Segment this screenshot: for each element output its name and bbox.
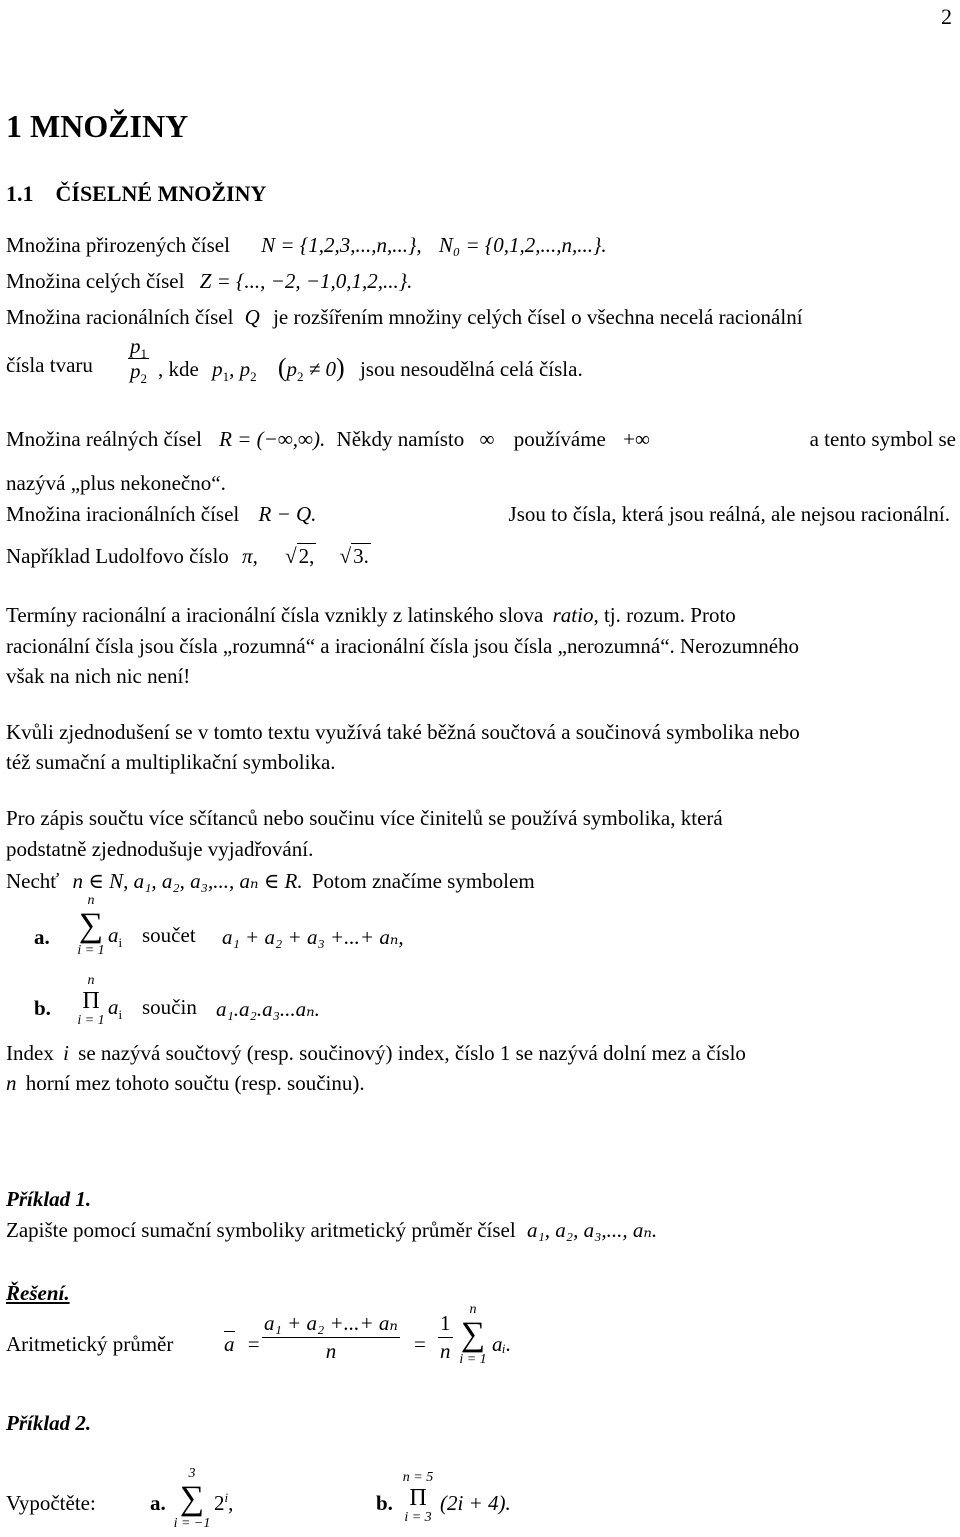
- irrational-line-2: [6, 546, 371, 567]
- potom-text: Potom značíme symbolem: [311, 869, 535, 893]
- abar-symbol: a: [224, 1332, 235, 1356]
- example-2-title: Příklad 2.: [6, 1411, 92, 1435]
- product-word: součin: [142, 995, 197, 1019]
- real-pouzivame: používáme: [513, 427, 606, 451]
- real-nekdy: Někdy namísto: [336, 427, 465, 451]
- rational-tvaru: čísla tvaru: [6, 353, 93, 377]
- sum-word: součet: [142, 923, 196, 947]
- index-text: se nazývá součtový (resp. součinový) index, číslo 1 se nazývá dolní mez a číslo: [78, 1041, 746, 1065]
- page-number: 2: [941, 4, 952, 29]
- rational-fraction: [128, 334, 149, 387]
- solution-title: Řešení.: [6, 1281, 70, 1305]
- rational-line-2: [6, 355, 93, 376]
- irrational-rest: Jsou to čísla, která jsou reálná, ale nejsou racionální.: [508, 502, 950, 526]
- integers-set: Z = {..., −2, −1,0,1,2,...}.: [199, 269, 413, 293]
- rational-kde: , kde: [158, 357, 199, 381]
- solution-one-over-n: [438, 1310, 453, 1366]
- product-term: $a_i$: [108, 995, 123, 1022]
- product-symbol-block: [74, 973, 108, 1029]
- irrational-line-1: [6, 504, 956, 525]
- example-2-a-expr: 2$^i$,: [214, 1490, 234, 1515]
- example-2-a-exponent: i: [224, 1490, 229, 1505]
- real-line-1: [6, 429, 956, 450]
- index-line-1: [6, 1043, 956, 1064]
- example-2-b-label: b.: [376, 1491, 393, 1515]
- rational-text: Množina racionálních čísel: [6, 305, 234, 329]
- fraction-numerator: $p_1$: [130, 334, 147, 361]
- example-2-a-base: 2: [214, 1491, 225, 1515]
- sqrt-three-value: 3.: [353, 544, 369, 568]
- natural-set-n0: N₀ = {0,1,2,...,n,...}.: [438, 233, 607, 257]
- index-line-2: [6, 1073, 365, 1094]
- index-text-2: horní mez tohoto součtu (resp. součinu).: [25, 1071, 365, 1095]
- sigma-icon: ∑: [78, 907, 104, 944]
- example-1-task: Zapište pomocí sumační symboliky aritmetický průměr čísel: [6, 1218, 516, 1242]
- index-word: Index: [6, 1041, 54, 1065]
- rational-symbol: Q: [244, 305, 260, 329]
- solution-sum-block: [456, 1302, 490, 1368]
- sum-lower: i = 1: [77, 943, 105, 958]
- zapis-line-2: podstatně zjednodušuje vyjadřování.: [6, 837, 314, 861]
- section-title: 1.1 ČÍSELNÉ MNOŽINY: [6, 181, 267, 206]
- sum-symbol-block: [74, 893, 108, 959]
- ratio-word: ratio: [552, 603, 594, 627]
- example-2-pi-icon: Π: [409, 1485, 427, 1511]
- index-n: n: [6, 1071, 17, 1095]
- solution-equals: =: [414, 1332, 426, 1356]
- sqrt-three: √3.: [339, 544, 369, 568]
- irrational-text: Množina iracionálních čísel: [6, 502, 240, 526]
- p-vars: $p_1$, $p_2$: [212, 357, 257, 384]
- product-expr: a₁.a₂.a₃...aₙ.: [216, 997, 320, 1021]
- solution-sum-lower: i = 1: [459, 1352, 487, 1367]
- example-2-sum-upper: 3: [188, 1466, 196, 1481]
- chapter-title: 1 MNOŽINY: [6, 108, 189, 144]
- integers-line: [6, 271, 412, 292]
- natural-numbers-line: [6, 235, 607, 256]
- irrational-example: Například Ludolfovo číslo: [6, 544, 229, 568]
- mean-numerator: a₁ + a₂ +...+ aₙ: [262, 1310, 400, 1338]
- example-2-sum-block: [172, 1466, 212, 1532]
- mean-denominator: n: [325, 1339, 337, 1364]
- natural-set-n: N = {1,2,3,...,n,...},: [261, 233, 422, 257]
- example-2-sum-lower: i = −1: [173, 1516, 211, 1531]
- example-2-a-label: a.: [150, 1491, 166, 1515]
- irrational-set: R − Q.: [258, 502, 317, 526]
- sum-expr: a₁ + a₂ + a₃ +...+ aₙ,: [222, 925, 404, 949]
- sum-term: $a_i$: [108, 923, 123, 950]
- item-a-label: a.: [34, 925, 50, 949]
- terms-line-1: [6, 605, 736, 626]
- example-1-text: [6, 1220, 657, 1241]
- terms-text-1b: , tj. rozum. Proto: [593, 603, 736, 627]
- solution-abar: a =: [224, 1332, 260, 1356]
- solution-sum-upper: n: [469, 1302, 477, 1317]
- example-2-sigma-icon: ∑: [179, 1480, 205, 1517]
- rational-rest-2: jsou nesoudělná celá čísla.: [359, 357, 583, 381]
- terms-text-1: Termíny racionální a iracionální čísla vznikly z latinského slova: [6, 603, 544, 627]
- infinity-symbol: ∞: [479, 427, 495, 451]
- zapis-line-3: [6, 871, 535, 892]
- necht-text: Nechť: [6, 869, 60, 893]
- integers-text: Množina celých čísel: [6, 269, 185, 293]
- terms-line-2: racionální čísla jsou čísla „rozumná“ a iracionální čísla jsou čísla „nerozumná“. Nerozumného: [6, 634, 800, 658]
- example-2-text: Vypočtěte:: [6, 1491, 96, 1515]
- real-line-2: nazývá „plus nekonečno“.: [6, 471, 226, 495]
- necht-condition: n ∈ N, a₁, a₂, a₃,..., aₙ ∈ R.: [72, 869, 303, 893]
- product-lower: i = 1: [77, 1013, 105, 1028]
- p2-nonzero: $(p_2 \ne 0)$: [277, 353, 345, 384]
- item-b-label: b.: [34, 996, 51, 1020]
- sum-upper: n: [87, 893, 95, 908]
- pi-symbol: π,: [242, 544, 258, 568]
- real-rest: a tento symbol se: [809, 427, 956, 451]
- example-2-b-expr: (2i + 4).: [440, 1491, 511, 1515]
- solution-sigma-icon: ∑: [460, 1316, 486, 1353]
- terms-line-3: však na nich nic není!: [6, 664, 191, 688]
- rational-rest: je rozšířením množiny celých čísel o všechna necelá racionální: [273, 305, 803, 329]
- natural-text: Množina přirozených čísel: [6, 233, 230, 257]
- pi-product-icon: Π: [82, 988, 100, 1014]
- index-i: i: [63, 1041, 69, 1065]
- sqrt-two: √2,: [285, 544, 315, 568]
- one-numerator: 1: [438, 1310, 453, 1338]
- plus-infinity-symbol: +∞: [623, 427, 650, 451]
- example-1-expr: a₁, a₂, a₃,..., aₙ.: [526, 1218, 658, 1242]
- real-text: Množina reálných čísel: [6, 427, 202, 451]
- example-2-product-lower: i = 3: [404, 1510, 432, 1525]
- solution-fraction: [262, 1310, 400, 1366]
- example-1-title: Příklad 1.: [6, 1187, 92, 1211]
- example-2-product-upper: n = 5: [402, 1470, 434, 1485]
- solution-text: Aritmetický průměr: [6, 1332, 174, 1356]
- solution-tail: aᵢ.: [492, 1332, 512, 1356]
- product-upper: n: [87, 973, 95, 988]
- sqrt-two-value: 2,: [298, 544, 315, 568]
- symbols-line-1: Kvůli zjednodušení se v tomto textu využívá také běžná součtová a součinová symbolika nebo: [6, 720, 800, 744]
- n-denominator: n: [440, 1339, 451, 1364]
- symbols-line-2: též sumační a multiplikační symbolika.: [6, 750, 336, 774]
- fraction-denominator: $p_2$: [130, 359, 147, 387]
- rational-line-1: [6, 307, 803, 328]
- real-set: R = (−∞,∞).: [219, 427, 326, 451]
- rational-condition: [158, 353, 583, 384]
- example-2-product-block: [398, 1470, 438, 1526]
- zapis-line-1: Pro zápis součtu více sčítanců nebo součinu více činitelů se používá symbolika, která: [6, 806, 723, 830]
